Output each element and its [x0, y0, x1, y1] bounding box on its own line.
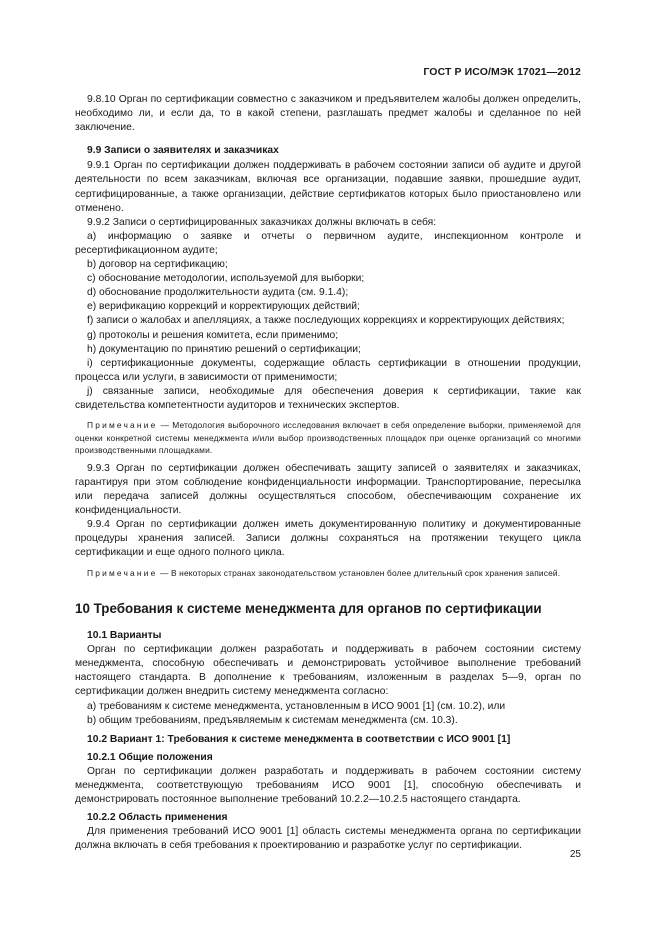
- list-item: g) протоколы и решения комитета, если применимо;: [87, 329, 339, 341]
- list-item: c) обоснование методологии, используемой для выборки;: [87, 273, 365, 285]
- paragraph-9-8-10: 9.8.10 Орган по сертификации совместно с заказчиком и предъявителем жалобы должен определить, необходимо ли, и если да, то в какой степени, разглашать предмет жалобы и сделанное по ней заключение.: [75, 94, 581, 134]
- heading-10-2-2: 10.2.2 Область применения: [87, 812, 228, 824]
- paragraph-10-1: Орган по сертификации должен разработать и поддерживать в рабочем состоянии систему менеджмента, способную обеспечивать и демонстрировать устойчивое выполнение требований настоящего стандарта. В дополнение к требованиям, изложенным в разделах 5—9, орган по сертификации должен внедрить систему менеджмента согласно:: [75, 644, 581, 698]
- list-item: d) обоснование продолжительности аудита (см. 9.1.4);: [87, 287, 349, 299]
- note-label: Примечание: [87, 567, 158, 578]
- page-number: 25: [569, 849, 581, 860]
- section-10-heading: 10 Требования к системе менеджмента для органов по сертификации: [75, 601, 542, 617]
- note-text: — В некоторых странах законодательством установлен более длительный срок хранения записей.: [159, 567, 561, 578]
- heading-10-2: 10.2 Вариант 1: Требования к системе менеджмента в соответствии с ИСО 9001 [1]: [87, 733, 511, 745]
- heading-10-1: 10.1 Варианты: [87, 630, 162, 642]
- list-item: i) сертификационные документы, содержащие область сертификации в отношении продукции, процесса или услуги, в зависимости от применимости;: [75, 357, 581, 383]
- list-item: e) верификацию коррекций и корректирующих действий;: [87, 301, 360, 313]
- list-item: a) информацию о заявке и отчеты о первичном аудите, инспекционном контроле и ресертификационном аудите;: [75, 230, 581, 256]
- list-item: f) записи о жалобах и апелляциях, а также последующих коррекциях и корректирующих действиях;: [87, 315, 565, 327]
- list-item: b) общим требованиям, предъявляемым к системам менеджмента (см. 10.3).: [87, 714, 458, 726]
- note-label: Примечание: [87, 420, 158, 431]
- list-item: a) требованиям к системе менеджмента, установленным в ИСО 9001 [1] (см. 10.2), или: [87, 700, 506, 712]
- paragraph-9-9-1: 9.9.1 Орган по сертификации должен поддерживать в рабочем состоянии записи об аудите и другой деятельности по всем заказчикам, включая все организации, подавшие заявки, прошедшие аудит, сертифицированные, а также организации, действие сертификатов которых было приостановлено или отменено.: [75, 160, 581, 214]
- list-item: h) документацию по принятию решений о сертификации;: [87, 343, 361, 355]
- standard-header: ГОСТ Р ИСО/МЭК 17021—2012: [423, 66, 581, 78]
- note-sampling: [75, 419, 581, 457]
- page-content: [75, 93, 581, 854]
- note-retention: [75, 567, 581, 580]
- list-item: j) связанные записи, необходимые для обеспечения доверия к сертификации, такие как свидетельства компетентности аудиторов и технических экспертов.: [75, 385, 581, 411]
- paragraph-10-2-1: Орган по сертификации должен разработать и поддерживать в рабочем состоянии систему менеджмента, соответствующую требованиям ИСО 9001 [1], способную обеспечивать и демонстрировать постоянное выполнение требований 10.2.2—10.2.5 настоящего стандарта.: [75, 765, 581, 806]
- paragraph-9-9-3: 9.9.3 Орган по сертификации должен обеспечивать защиту записей о заявителях и заказчиках, гарантируя при этом соблюдение конфиденциальности информации. Транспортирование, пересылка или передача записей должны осуществляться способом, обеспечивающим сохранение их конфиденциальности.: [75, 462, 581, 517]
- paragraph-10-2-2: Для применения требований ИСО 9001 [1] область системы менеджмента органа по сертификации должна включать в себя требования к проектированию и разработке услуг по сертификации.: [75, 826, 581, 852]
- list-item: b) договор на сертификацию;: [87, 259, 228, 271]
- paragraph-9-9-4: 9.9.4 Орган по сертификации должен иметь документированную политику и документированные процедуры хранения записей. Записи должны сохраняться на протяжении текущего цикла сертификации и еще одного полного цикла.: [75, 519, 581, 559]
- heading-9-9: 9.9 Записи о заявителях и заказчиках: [87, 145, 279, 157]
- note-text: — Методология выборочного исследования включает в себя определение выборки, применяемой для оценки конкретной системы менеджмента и/или выбор производственных площадок при оценке организаций со многими производственными площадками.: [75, 420, 581, 456]
- paragraph-9-9-2: 9.9.2 Записи о сертифицированных заказчиках должны включать в себя:: [87, 216, 437, 228]
- heading-10-2-1: 10.2.1 Общие положения: [87, 751, 213, 763]
